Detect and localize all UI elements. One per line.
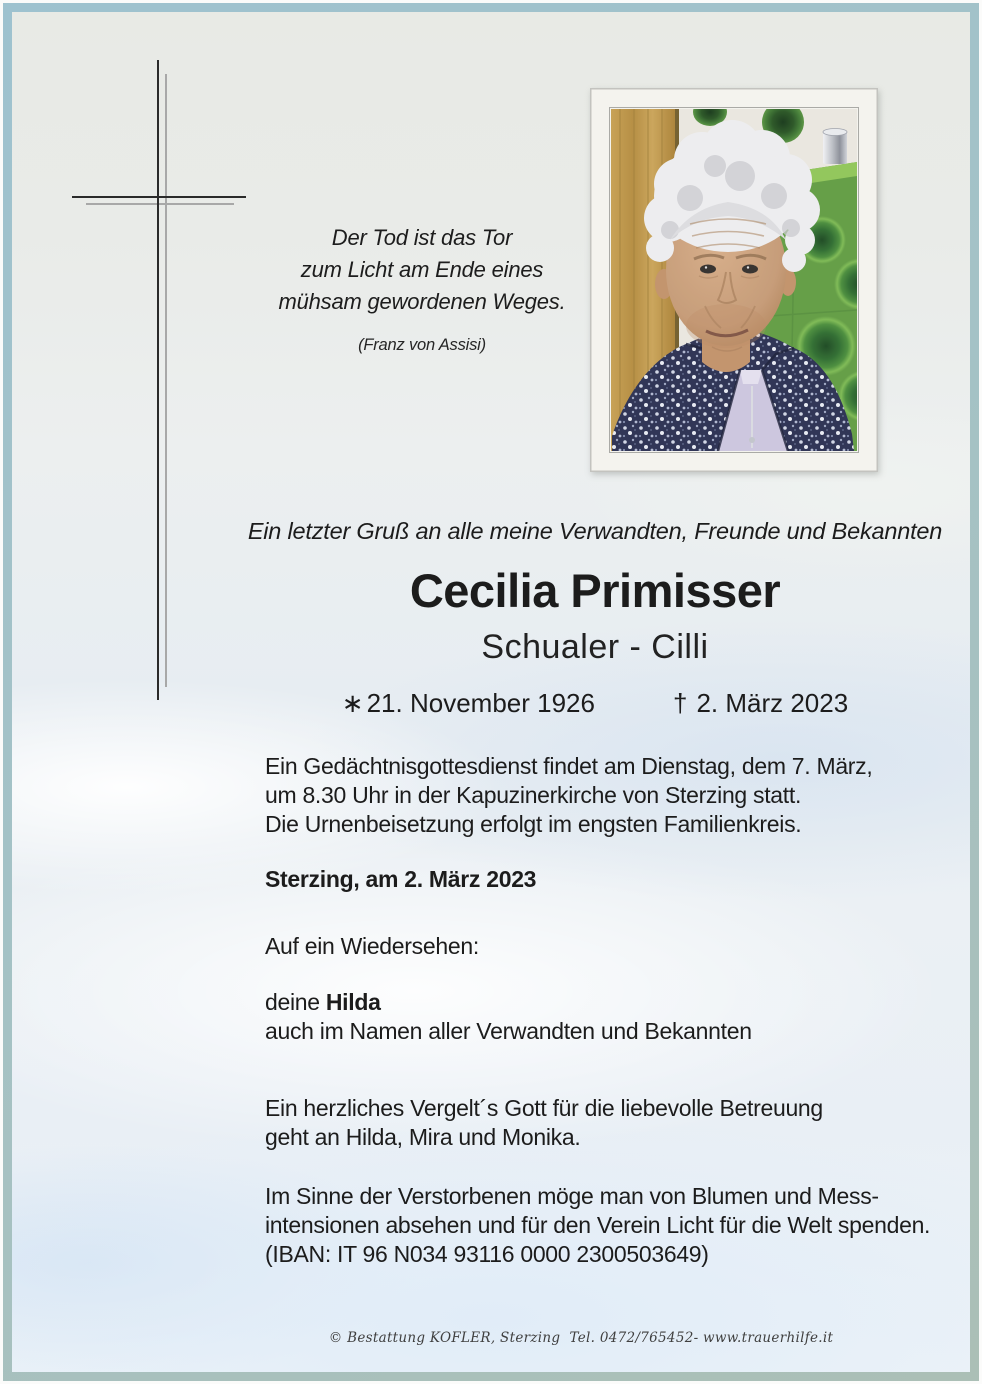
card-content bbox=[12, 12, 970, 1372]
greeting-line: Ein letzter Gruß an alle meine Verwandten, Freunde und Bekannten bbox=[247, 518, 943, 544]
request-line: (IBAN: IT 96 N034 93116 0000 2300503649) bbox=[265, 1241, 709, 1267]
quote-line: mühsam gewordenen Weges. bbox=[278, 289, 566, 314]
service-line: Ein Gedächtnisgottesdienst findet am Dienstag, dem 7. März, bbox=[265, 753, 873, 779]
card-border-frame bbox=[3, 3, 979, 1381]
service-line: Die Urnenbeisetzung erfolgt im engsten Familienkreis. bbox=[265, 811, 802, 837]
mourner-line bbox=[265, 988, 965, 1017]
life-dates bbox=[245, 688, 945, 719]
funeral-home-footer: © Bestattung KOFLER, Sterzing Tel. 0472/765452- www.trauerhilfe.it bbox=[328, 1330, 834, 1346]
cross-icon bbox=[58, 52, 258, 712]
star-birth-symbol: ∗ bbox=[341, 688, 364, 718]
birth-date-text: 21. November 1926 bbox=[366, 688, 595, 718]
quote-line: zum Licht am Ende eines bbox=[300, 257, 544, 282]
quote-line: Der Tod ist das Tor bbox=[331, 225, 513, 250]
donation-request-block bbox=[245, 1182, 965, 1269]
mourner-prefix: deine bbox=[265, 989, 326, 1015]
thanks-line: geht an Hilda, Mira und Monika. bbox=[265, 1124, 581, 1150]
birth-date bbox=[342, 688, 595, 719]
mourner-line: auch im Namen aller Verwandten und Bekannten bbox=[265, 1018, 752, 1044]
quote-attribution: (Franz von Assisi) bbox=[358, 336, 486, 354]
place-dateline: Sterzing, am 2. März 2023 bbox=[265, 866, 537, 892]
dagger-death-symbol: † bbox=[672, 688, 688, 718]
thanks-block bbox=[245, 1094, 965, 1152]
farewell-line: Auf ein Wiedersehen: bbox=[265, 933, 479, 959]
deceased-name: Cecilia Primisser bbox=[409, 564, 781, 617]
service-line: um 8.30 Uhr in der Kapuzinerkirche von Sterzing statt. bbox=[265, 782, 802, 808]
mourners-block bbox=[245, 988, 965, 1046]
portrait-photo bbox=[590, 88, 878, 472]
deceased-nickname: Schualer - Cilli bbox=[481, 628, 709, 666]
mourner-name: Hilda bbox=[325, 989, 381, 1015]
request-line: intensionen absehen und für den Verein Licht für die Welt spenden. bbox=[265, 1212, 931, 1238]
quote-block bbox=[262, 222, 582, 361]
thanks-line: Ein herzliches Vergelt´s Gott für die liebevolle Betreuung bbox=[265, 1095, 823, 1121]
death-date bbox=[673, 688, 848, 719]
request-line: Im Sinne der Verstorbenen möge man von Blumen und Mess- bbox=[265, 1183, 879, 1209]
death-date-text: 2. März 2023 bbox=[696, 688, 849, 718]
portrait-photo-illustration bbox=[590, 88, 878, 472]
service-announcement bbox=[245, 752, 965, 839]
